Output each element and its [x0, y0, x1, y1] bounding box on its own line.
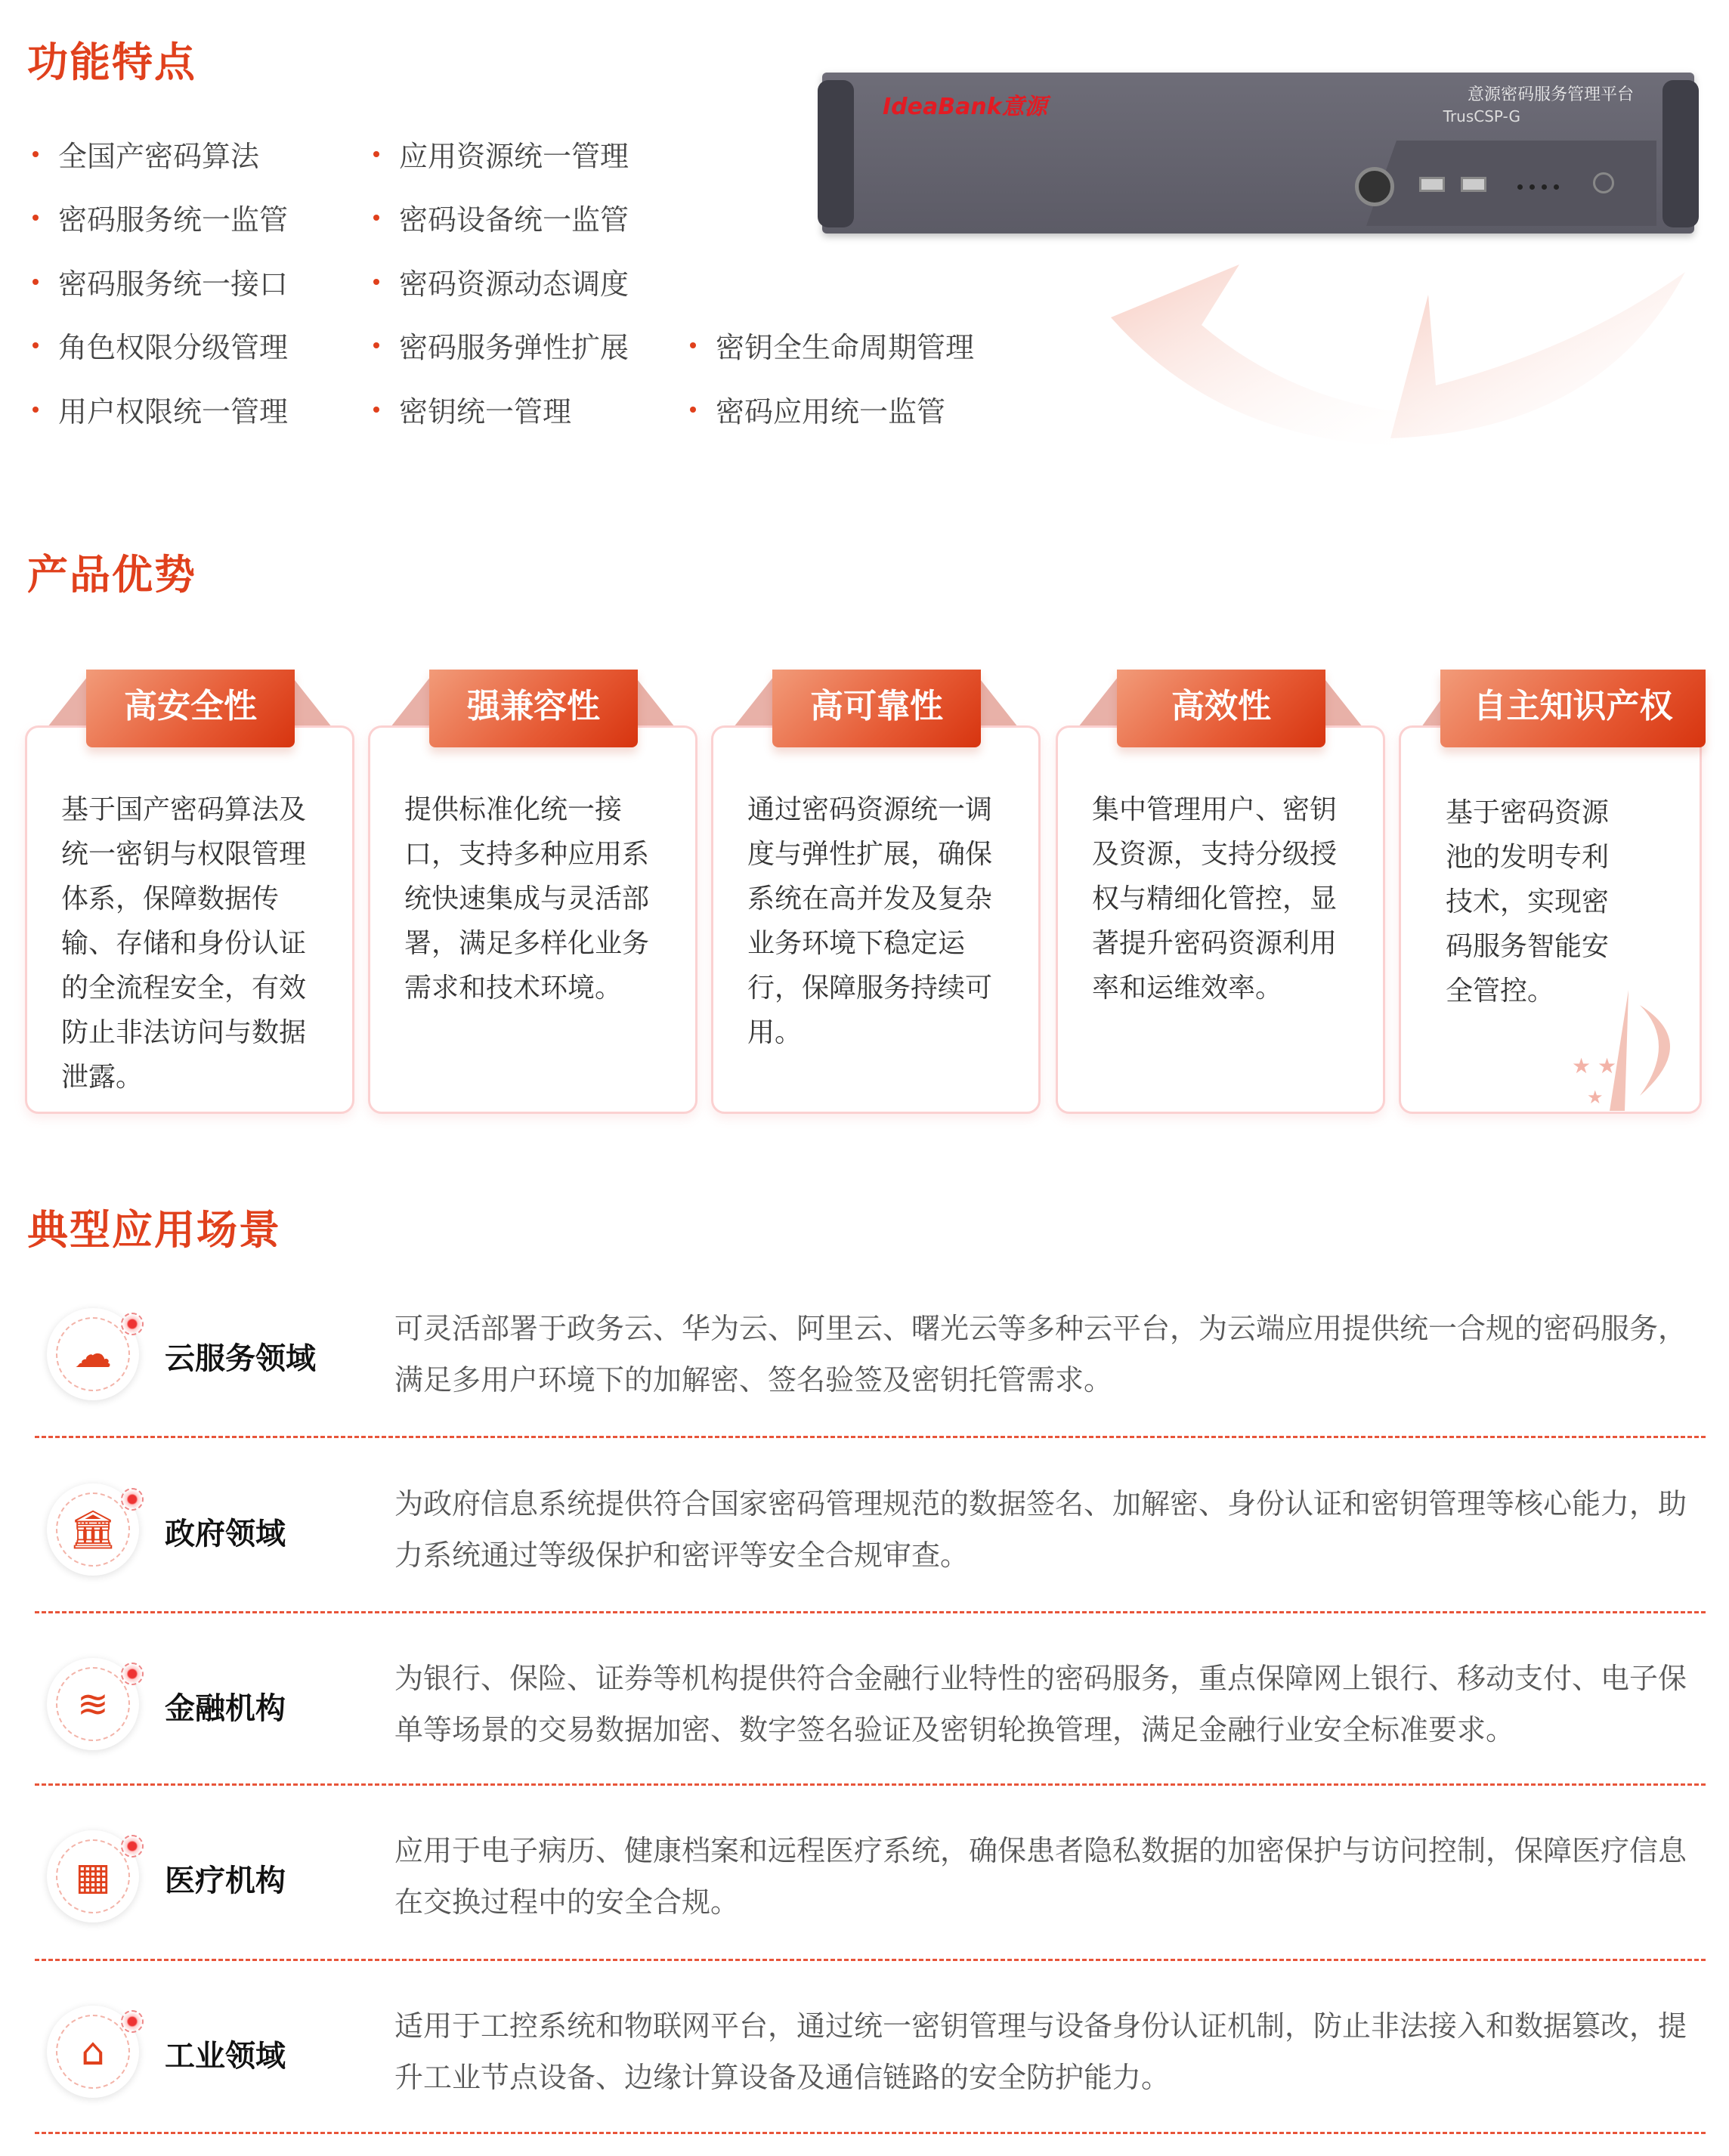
advantage-card-text: 集中管理用户、密钥及资源，支持分级授权与精细化管控，显著提升密码资源利用率和运维效率。	[1092, 794, 1338, 1004]
advantage-card-title: 高安全性	[86, 670, 295, 747]
feature-label: 全国产密码算法	[58, 140, 260, 173]
bullet-icon	[690, 407, 696, 413]
location-pin-icon	[121, 1835, 144, 1858]
bullet-icon	[32, 279, 39, 285]
feature-label: 密码服务弹性扩展	[399, 331, 629, 364]
bullet-icon	[373, 151, 379, 157]
location-pin-icon	[121, 1313, 144, 1335]
location-pin-icon	[121, 1488, 144, 1511]
feature-label: 密钥全生命周期管理	[716, 331, 975, 364]
divider	[35, 1611, 1706, 1613]
scenario-icon-badge	[47, 1830, 139, 1922]
feature-label: 用户权限统一管理	[58, 395, 289, 428]
advantage-card-title: 高效性	[1117, 670, 1325, 747]
led-icon	[1530, 184, 1535, 190]
feature-item	[58, 261, 288, 302]
database-coins-icon: ≋	[77, 1682, 109, 1726]
bullet-icon	[32, 407, 39, 413]
feature-item	[399, 261, 629, 302]
advantage-card-title: 强兼容性	[429, 670, 638, 747]
rack-ear-left	[818, 80, 854, 227]
feature-item	[399, 388, 571, 430]
feature-label: 角色权限分级管理	[58, 331, 289, 364]
advantages-title: 产品优势	[27, 551, 196, 599]
divider	[35, 1959, 1706, 1961]
feature-label: 应用资源统一管理	[399, 140, 629, 173]
feature-label: 密码应用统一监管	[716, 395, 946, 428]
government-building-icon: 🏛	[69, 1507, 117, 1551]
cloud-icon: ☁	[74, 1332, 112, 1376]
bullet-icon	[690, 342, 696, 348]
divider	[35, 1436, 1706, 1438]
bullet-icon	[373, 215, 379, 221]
advantage-card-text: 基于国产密码算法及统一密钥与权限管理体系，保障数据传输、存储和身份认证的全流程安全，有效防止非法访问与数据泄露。	[61, 794, 307, 1093]
bullet-icon	[373, 342, 379, 348]
feature-item	[58, 388, 288, 430]
power-button-icon	[1593, 172, 1614, 193]
divider	[35, 2132, 1706, 2134]
led-icon	[1554, 184, 1559, 190]
feature-item	[399, 196, 629, 238]
feature-item	[399, 133, 629, 175]
scenario-label: 工业领域	[165, 2039, 286, 2074]
advantage-card-text: 通过密码资源统一调度与弹性扩展，确保系统在高并发及复杂业务环境下稳定运行，保障服务持续可用。	[747, 794, 993, 1048]
advantage-card-title: 高可靠性	[772, 670, 981, 747]
advantage-card-title: 自主知识产权	[1440, 670, 1706, 747]
feature-item	[716, 324, 974, 366]
feature-item	[58, 324, 288, 366]
feature-label: 密码设备统一监管	[399, 203, 629, 237]
features-title: 功能特点	[27, 39, 196, 86]
patent-emblem-icon	[1549, 982, 1693, 1118]
bullet-icon	[373, 279, 379, 285]
usb-port-icon	[1461, 177, 1486, 192]
bullet-icon	[32, 151, 39, 157]
scenario-label: 医疗机构	[165, 1864, 286, 1898]
scenario-label: 云服务领域	[165, 1341, 316, 1376]
decorative-arrows-icon	[1111, 264, 1685, 453]
usb-port-icon	[1419, 177, 1445, 192]
scenario-icon-badge	[47, 2006, 139, 2098]
advantage-card-text: 提供标准化统一接口，支持多种应用系统快速集成与灵活部署，满足多样化业务需求和技术环境。	[404, 794, 650, 1004]
led-icon	[1517, 184, 1523, 190]
bullet-icon	[32, 342, 39, 348]
scenario-icon-badge	[47, 1308, 139, 1400]
bullet-icon	[32, 215, 39, 221]
led-icon	[1542, 184, 1547, 190]
feature-item	[399, 324, 629, 366]
scenario-label: 政府领域	[165, 1517, 286, 1551]
divider	[35, 1783, 1706, 1786]
scenario-description: 应用于电子病历、健康档案和远程医疗系统，确保患者隐私数据的加密保护与访问控制，保障医疗信息在交换过程中的安全合规。	[394, 1834, 1687, 1919]
feature-label: 密钥统一管理	[399, 395, 572, 428]
svg-text:★: ★	[1587, 1087, 1604, 1108]
hospital-icon: ▦	[75, 1854, 111, 1898]
scenario-description: 适用于工控系统和物联网平台，通过统一密钥管理与设备身份认证机制，防止非法接入和数据篡改，提升工业节点设备、边缘计算设备及通信链路的安全防护能力。	[394, 2009, 1687, 2094]
server-device-image	[822, 73, 1694, 234]
scenario-label: 金融机构	[165, 1691, 286, 1726]
bullet-icon	[373, 407, 379, 413]
factory-icon: ⌂	[81, 2030, 105, 2074]
key-lock-icon	[1355, 167, 1394, 206]
feature-item	[58, 133, 259, 175]
device-model: TrusCSP-G	[1443, 107, 1520, 125]
scenario-icon-badge	[47, 1658, 139, 1750]
scenario-description: 为政府信息系统提供符合国家密码管理规范的数据签名、加解密、身份认证和密钥管理等核心能力，助力系统通过等级保护和密评等安全合规审查。	[394, 1487, 1687, 1572]
scenarios-title: 典型应用场景	[27, 1206, 281, 1254]
scenario-description: 为银行、保险、证券等机构提供符合金融行业特性的密码服务，重点保障网上银行、移动支付、电子保单等场景的交易数据加密、数字签名验证及密钥轮换管理，满足金融行业安全标准要求。	[394, 1662, 1687, 1746]
feature-label: 密码服务统一监管	[58, 203, 289, 237]
svg-text:★ ★: ★ ★	[1572, 1053, 1617, 1078]
feature-label: 密码服务统一接口	[58, 268, 289, 301]
scenario-icon-badge	[47, 1483, 139, 1576]
scenario-description: 可灵活部署于政务云、华为云、阿里云、曙光云等多种云平台，为云端应用提供统一合规的密码服务，满足多用户环境下的加解密、签名验签及密钥托管需求。	[394, 1312, 1687, 1397]
feature-label: 密码资源动态调度	[399, 268, 629, 301]
feature-item	[716, 388, 945, 430]
device-name: 意源密码服务管理平台	[1467, 85, 1634, 104]
location-pin-icon	[121, 1663, 144, 1685]
feature-item	[58, 196, 288, 238]
rack-ear-right	[1662, 80, 1699, 227]
advantage-card-text: 基于密码资源池的发明专利技术，实现密码服务智能安全管控。	[1446, 797, 1610, 1007]
location-pin-icon	[121, 2010, 144, 2033]
device-logo: IdeaBank意源	[883, 94, 1047, 120]
